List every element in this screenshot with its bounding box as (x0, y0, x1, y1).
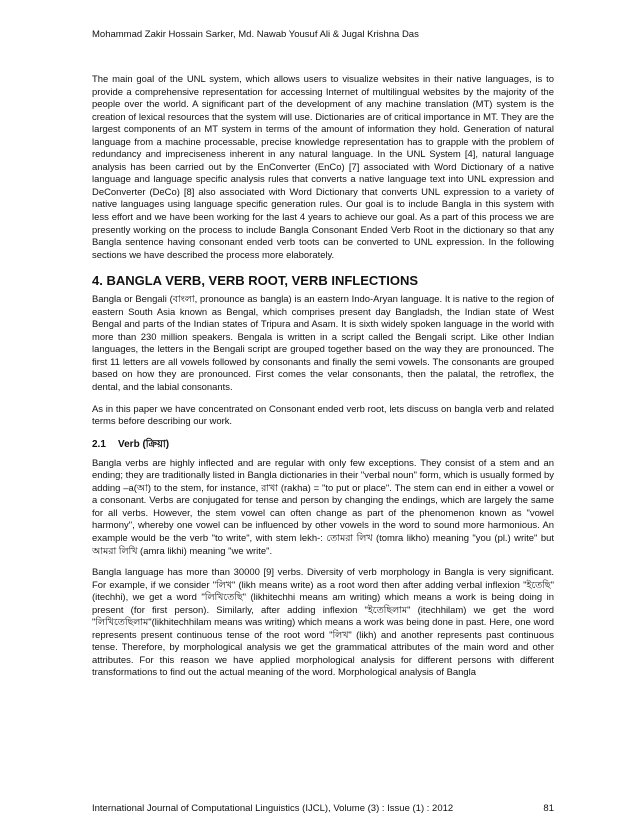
verb-paragraph: Bangla verbs are highly inflected and are regular with only few exceptions. They consist of a stem and an ending; they are traditionally listed in Bangla dictionaries in their "verbal noun" form, which is usually formed by adding –a(আ) to the stem, for instance, রাখা (rakha) = "to put or place". The stem can end in either a vowel or a consonant. Verbs are conjugated for tense and person by changing the endings, which are largely the same for all verbs. However, the stem vowel can often change as part of the phenomenon known as "vowel harmony", whereby one vowel can be influenced by other vowels in the word to sound more harmonious. An example would be the verb "to write", with stem lekh-: তোমরা লিখ (tomra likho) meaning "you (pl.) write" but আমরা লিখি (amra likhi) meaning "we write". (92, 457, 554, 557)
body-text (92, 74, 554, 689)
running-header-authors: Mohammad Zakir Hossain Sarker, Md. Nawab Yousuf Ali & Jugal Krishna Das (92, 29, 419, 40)
subsection-heading (92, 438, 554, 451)
journal-citation: International Journal of Computational Linguistics (IJCL), Volume (3) : Issue (1) : 2012 (92, 803, 454, 814)
intro-paragraph: The main goal of the UNL system, which allows users to visualize websites in their native languages, is to provide a comprehensive representation for accessing Internet of multilingual websites by the majority of the people over the world. A significant part of the development of any machine translation (MT) system is the creation of lexical resources that the system will use. Dictionaries are of critical importance in MT. They are the largest components of an MT system in terms of the amount of information they hold. Generation of natural language from a machine processable, precise knowledge representation has to grapple with the problem of redundancy and impreciseness inherent in any natural language. In the UNL System [4], natural language analysis has been carried out by the EnConverter (EnCo) [7] associated with Word Dictionary of a native language and language specific analysis rules that converts a native language text into UNL expression and DeConverter (DeCo) [8] also associated with Word Dictionary that converts UNL expression to a variety of native languages using language specific generation rules. Our goal is to include Bangla in this system with less effort and we have been working for the last 4 years to achieve our goal. As a part of this process we are presently working on the process to include Bangla Consonant Ended Verb Root in the dictionary so that any Bangla sentence having consonant ended verb toots can be converted to UNL expression. In the following sections we have described the process more elaborately. (92, 74, 554, 261)
section-heading (92, 273, 554, 288)
subsection-number: 2.1 (92, 438, 106, 450)
section-number: 4. (92, 273, 103, 289)
consonant-root-paragraph: As in this paper we have concentrated on Consonant ended verb root, lets discuss on bangla verb and related terms before describing our work. (92, 403, 554, 428)
subsection-title: Verb (ক্রিয়া) (118, 438, 170, 450)
page-number: 81 (543, 803, 554, 814)
section-title: BANGLA VERB, VERB ROOT, VERB INFLECTIONS (106, 273, 419, 289)
bangla-language-paragraph: Bangla or Bengali (বাংলা, pronounce as bangla) is an eastern Indo-Aryan language. It is native to the region of eastern South Asia known as Bengal, which comprises present day Bangladsh, the Indian state of West Bengal and parts of the Indian states of Tripura and Asam. It is sixth widely spoken language in the world with more than 230 million speakers. Bengala is written in a script called the Bengali script. Like other Indian languages, the letters in the Bengali script are grouped together based on the way they are pronounced. The first 11 letters are all vowels followed by consonants and finally the semi vowels. The consonants are grouped based on how they are pronounced. First comes the velar consonants, then the palatal, the retroflex, the dental, and the labial consonants. (92, 294, 554, 394)
verb-morphology-paragraph: Bangla language has more than 30000 [9] verbs. Diversity of verb morphology in Bangla is very significant. For example, if we consider "লিখ" (likh means write) as a root word then after adding verbal inflexion "ইতেছি" (itechhi), we get a word "লিখিতেছি" (likhitechhi means am writing) which means a work is being doing in present (for first person). Similarly, after adding inflexion "ইতেছিলাম" (itechhilam) we get the word "লিখিতেছিলাম"(likhitechhilam means was writing) which means a work was being done in past. Here, one word represents present continuous tense of the root word "লিখ" (likh) and another represents past continuous tense. Therefore, by morphological analysis we get the grammatical attributes of the main word and other attributes. For this reason we have applied morphological analysis for different persons with different transformations to find out the actual meaning of the word. Morphological analysis of Bangla (92, 567, 554, 679)
